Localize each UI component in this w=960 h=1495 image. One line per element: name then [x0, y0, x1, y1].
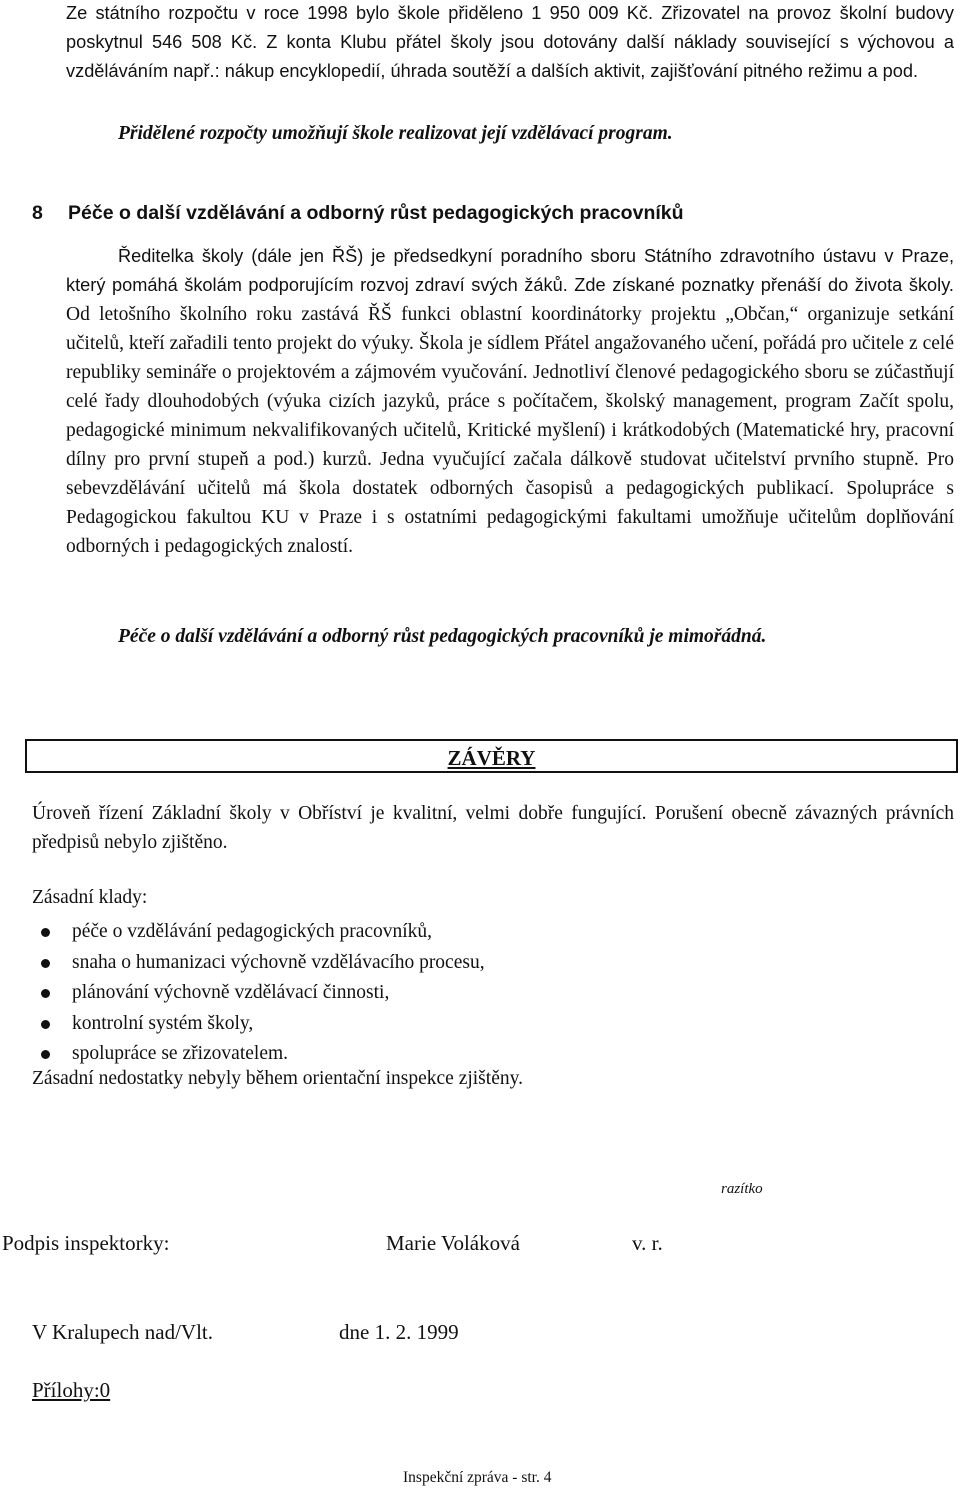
signature-label: Podpis inspektorky:	[2, 1231, 170, 1255]
attachments: Přílohy:0	[32, 1378, 111, 1402]
list-item: kontrolní systém školy,	[32, 1009, 485, 1040]
bullet-icon	[41, 928, 50, 937]
section-paragraph-sans: Ředitelka školy (dále jen ŘŠ) je předsedkyní poradního sboru Státního zdravotního ústavu v Praze, který pomáhá školám podporujícím rozvoj zdraví svých žáků. Zde získané poznatky přenáší do života školy.	[66, 246, 954, 295]
negatives-text: Zásadní nedostatky nebyly během orientační inspekce zjištěny.	[32, 1068, 523, 1089]
list-item: snaha o humanizaci výchovně vzdělávacího procesu,	[32, 948, 485, 979]
section-paragraph-serif: Od letošního školního roku zastává ŘŠ funkci oblastní koordinátorky projektu „Občan,“ organizuje setkání učitelů, kteří zařadili tento projekt do výuky. Škola je sídlem Přátel angažovaného učení, pořádá pro učitele z celé republiky semináře o projektovém a zájmovém vyučování. Jednotliví členové pedagogického sboru se zúčastňují celé řady dlouhodobých (výuka cizích jazyků, práce s počítačem, školský management, program Začít spolu, pedagogické minimum nekvalifikovaných učitelů, Kritické myšlení) i krátkodobých (Matematické hry, pracovní dílny pro první stupeň a pod.) kurzů. Jedna vyučující začala dálkově studovat učitelství prvního stupně. Pro sebevzdělávání učitelů má škola dostatek odborných časopisů a pedagogických publikací. Spolupráce s Pedagogickou fakultou KU v Praze i s ostatními pedagogickými fakultami umožňuje učitelům doplňování odborných i pedagogických znalostí.	[66, 304, 954, 557]
section-number: 8	[32, 202, 43, 224]
signature-vr: v. r.	[632, 1231, 663, 1255]
list-item: spolupráce se zřizovatelem.	[32, 1039, 485, 1070]
section-heading	[32, 202, 684, 225]
bullet-icon	[41, 1050, 50, 1059]
date: dne 1. 2. 1999	[339, 1320, 459, 1344]
section-title: Péče o další vzdělávání a odborný růst pedagogických pracovníků	[68, 202, 684, 224]
stamp-label: razítko	[721, 1181, 763, 1197]
section-paragraph	[66, 242, 954, 561]
zavery-box	[25, 739, 958, 773]
page-footer: Inspekční zpráva - str. 4	[403, 1469, 552, 1486]
inspector-name: Marie Voláková	[386, 1231, 520, 1255]
list-item: péče o vzdělávání pedagogických pracovníků,	[32, 917, 485, 948]
place: V Kralupech nad/Vlt.	[32, 1320, 213, 1344]
bullet-icon	[41, 959, 50, 968]
section-conclusion: Péče o další vzdělávání a odborný růst pedagogických pracovníků je mimořádná.	[118, 626, 767, 647]
positives-list	[32, 917, 485, 1070]
intro-paragraph: Ze státního rozpočtu v roce 1998 bylo škole přiděleno 1 950 009 Kč. Zřizovatel na provoz školní budovy poskytnul 546 508 Kč. Z konta Klubu přátel školy jsou dotovány další náklady související s výchovou a vzděláváním např.: nákup encyklopedií, úhrada soutěží a dalších aktivit, zajišťování pitného režimu a pod.	[66, 3, 954, 81]
zavery-title: ZÁVĚRY	[447, 746, 536, 770]
bullet-icon	[41, 1020, 50, 1029]
zavery-summary: Úroveň řízení Základní školy v Obříství je kvalitní, velmi dobře fungující. Porušení obecně závazných právních předpisů nebylo zjištěno.	[32, 803, 954, 853]
bullet-icon	[41, 989, 50, 998]
list-item: plánování výchovně vzdělávací činnosti,	[32, 978, 485, 1009]
intro-conclusion: Přidělené rozpočty umožňují škole realizovat její vzdělávací program.	[118, 123, 673, 144]
positives-label: Zásadní klady:	[32, 887, 148, 908]
